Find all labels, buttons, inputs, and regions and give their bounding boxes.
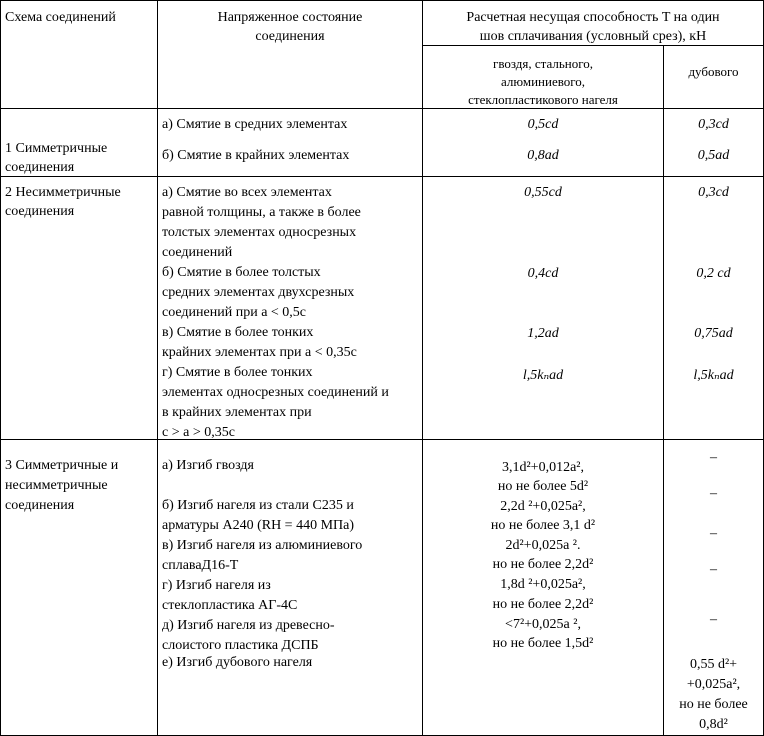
g2-row2-value2: 0,2 cd [696, 266, 731, 281]
g3-row1-value1-l2: но не более 5d² [497, 479, 589, 494]
group1-scheme-line1: 1 Симметричные [5, 141, 108, 156]
g3-row6-value2-l1: 0,55 d²+ [689, 657, 738, 672]
g3-row5-value1-l2: но не более 1,5d² [492, 636, 594, 651]
g2-row1-state-l4: соединений [162, 245, 233, 260]
g3-row5-state-l2: слоистого пластика ДСПБ [162, 638, 319, 653]
g3-row5-value1-l1: <7²+0,025a ², [505, 617, 581, 632]
header-capacity-line1: Расчетная несущая способность T на один [466, 10, 720, 25]
g2-row4-state-l3: в крайних элементах при [162, 405, 312, 420]
group1-scheme-line2: соединения [5, 160, 75, 175]
g2-row1-state-l3: толстых элементах односрезных [162, 225, 357, 240]
g3-row3-value1-l2: но не более 2,2d² [492, 557, 594, 572]
g3-row4-state-l2: стеклопластика АГ-4С [162, 598, 298, 613]
col-divider-1 [157, 0, 158, 736]
g3-row4-value2: – [710, 562, 717, 577]
g2-row3-state-l1: в) Смятие в более тонких [162, 325, 314, 340]
g2-row2-state-l2: средних элементах двухсрезных [162, 285, 355, 300]
g3-row4-value1-l2: но не более 2,2d² [492, 597, 594, 612]
g2-row1-value1: 0,55cd [524, 185, 562, 200]
header-state-line2: соединения [255, 29, 325, 44]
g3-row1-value1-l1: 3,1d²+0,012a², [501, 460, 584, 475]
g3-row6-state: е) Изгиб дубового нагеля [162, 655, 313, 670]
g1-row1-value2: 0,3cd [698, 117, 729, 132]
header-capacity-line2: шов сплачивания (условный срез), кН [479, 29, 707, 44]
g2-row2-state-l3: соединений при a < 0,5c [162, 305, 307, 320]
g2-row4-state-l1: г) Смятие в более тонких [162, 365, 313, 380]
g3-row3-state-l1: в) Изгиб нагеля из алюминиевого [162, 538, 363, 553]
g2-row1-state-l2: равной толщины, а также в более [162, 205, 361, 220]
g3-row6-value2-l2: +0,025a², [686, 677, 741, 692]
g3-row6-value2-l3: но не более [679, 697, 748, 712]
g2-row4-state-l4: c > a > 0,35c [162, 425, 235, 440]
g3-row2-state-l2: арматуры А240 (RH = 440 МПа) [162, 518, 355, 533]
g3-row5-state-l1: д) Изгиб нагеля из древесно- [162, 618, 335, 633]
g3-row3-state-l2: сплаваД16-Т [162, 558, 239, 573]
g1-row1-state: а) Смятие в средних элементах [162, 117, 348, 132]
g2-row2-state-l1: б) Смятие в более толстых [162, 265, 321, 280]
g3-row2-state-l1: б) Изгиб нагеля из стали С235 и [162, 498, 354, 513]
header-nails-line2: алюминиевого, [500, 74, 586, 89]
g3-row3-value2: – [710, 526, 717, 541]
header-oak: дубового [688, 64, 739, 79]
g3-row5-value2: – [710, 612, 717, 627]
g1-row2-state: б) Смятие в крайних элементах [162, 148, 350, 163]
g3-row1-value2: – [710, 450, 717, 465]
g3-row2-value2: – [710, 486, 717, 501]
header-nails-line1: гвоздя, стального, [492, 56, 593, 71]
g2-row1-state-l1: а) Смятие во всех элементах [162, 185, 332, 200]
g3-row2-value1-l1: 2,2d ²+0,025a², [500, 499, 586, 514]
header-nails-line3: стеклопластикового нагеля [468, 92, 618, 107]
g3-row4-state-l1: г) Изгиб нагеля из [162, 578, 271, 593]
g1-row2-value1: 0,8ad [527, 148, 559, 163]
group3-scheme-line2: несимметричные [5, 478, 108, 493]
g3-row3-value1-l1: 2d²+0,025a ². [505, 538, 581, 553]
table-border-left [0, 0, 1, 736]
g2-row2-value1: 0,4cd [527, 266, 559, 281]
g2-row1-value2: 0,3cd [698, 185, 729, 200]
g1-row2-value2: 0,5ad [697, 148, 730, 163]
g2-row4-value2: l,5kₙad [693, 368, 734, 383]
group2-scheme-line1: 2 Несимметричные [5, 185, 121, 200]
g2-row4-value1: l,5kₙad [522, 368, 564, 383]
group1-bottom-line [0, 176, 764, 177]
g2-row3-value2: 0,75ad [694, 326, 733, 341]
g2-row4-state-l2: элементах односрезных соединений и [162, 385, 389, 400]
g2-row3-value1: 1,2ad [527, 326, 559, 341]
header-scheme: Схема соединений [5, 10, 116, 25]
g3-row4-value1-l1: 1,8d ²+0,025a², [500, 577, 586, 592]
g1-row1-value1: 0,5cd [527, 117, 559, 132]
group2-bottom-line [0, 439, 764, 440]
g2-row3-state-l2: крайних элементах при a < 0,35c [162, 345, 357, 360]
group3-scheme-line1: 3 Симметричные и [5, 458, 119, 473]
group3-scheme-line3: соединения [5, 498, 75, 513]
g3-row6-value2-l4: 0,8d² [699, 717, 728, 732]
g3-row2-value1-l2: но не более 3,1 d² [490, 518, 596, 533]
table-border-top [0, 0, 764, 1]
g3-row1-state: а) Изгиб гвоздя [162, 458, 254, 473]
header-state-line1: Напряженное состояние [217, 10, 363, 25]
group2-scheme-line2: соединения [5, 204, 75, 219]
